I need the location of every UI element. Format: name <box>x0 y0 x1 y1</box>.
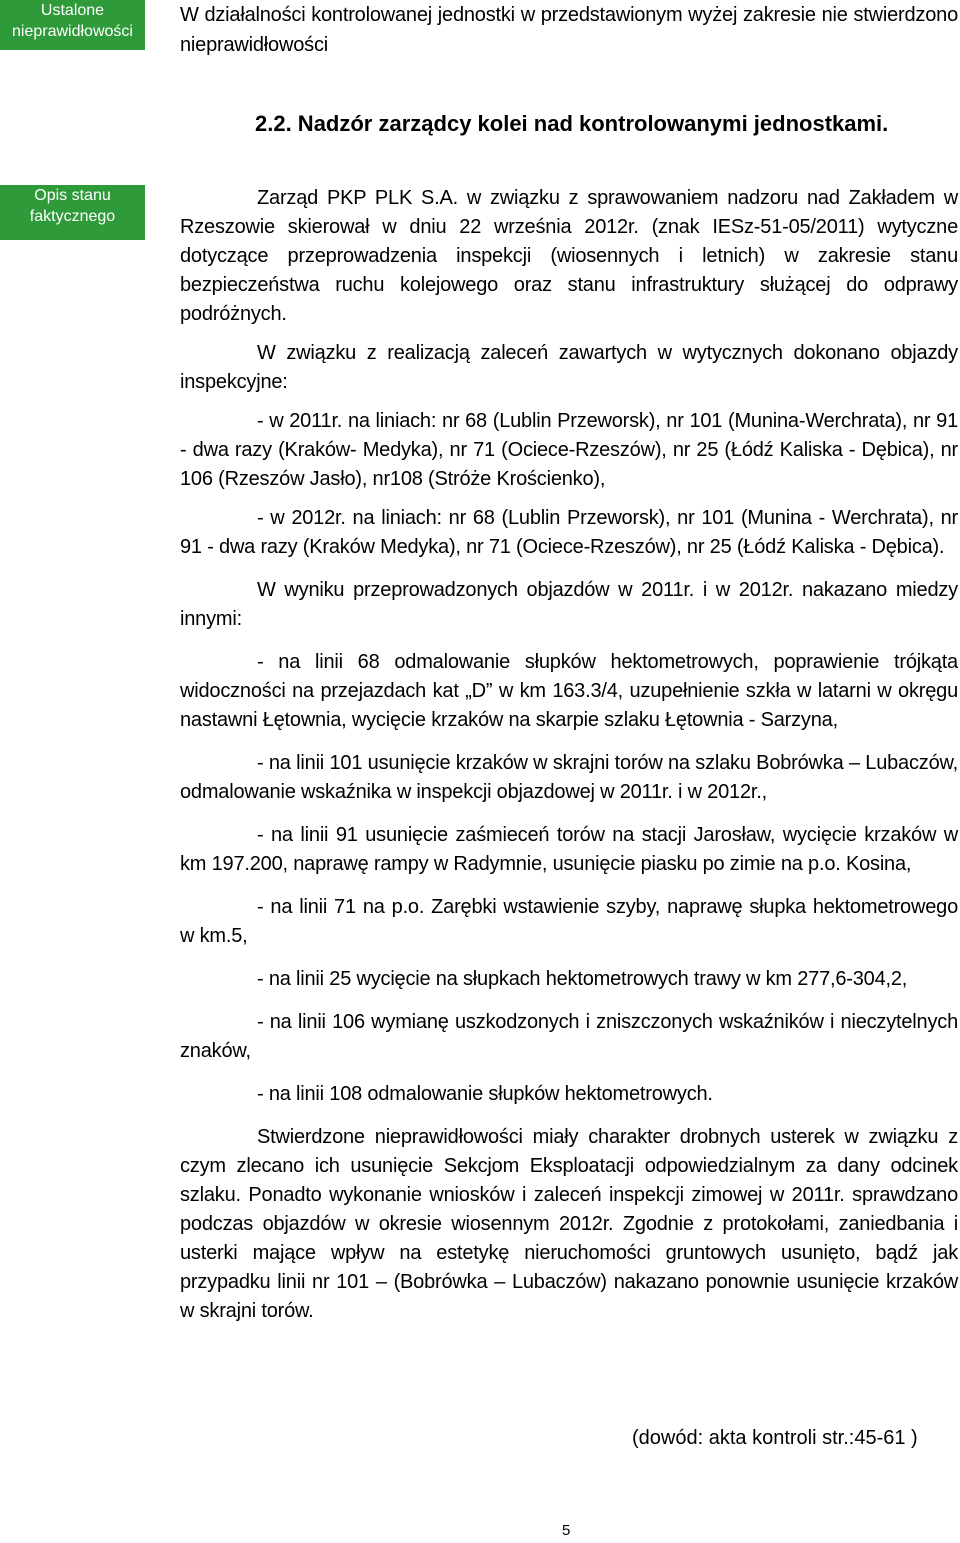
paragraph: W związku z realizacją zaleceń zawartych w wytycznych dokonano objazdy inspekcyjne: <box>180 342 958 393</box>
paragraph: - na linii 68 odmalowanie słupków hektometrowych, poprawienie trójkąta widoczności na przejazdach kat „D” w km 163.3/4, uzupełnienie szkła w latarni w okręgu nastawni Łętownia, wycięcie krzaków na skarpie szlaku Łętownia - Sarzyna, <box>180 651 958 731</box>
evidence-reference: (dowód: akta kontroli str.:45-61 ) <box>632 1427 918 1449</box>
paragraph: - na linii 101 usunięcie krzaków w skrajni torów na szlaku Bobrówka – Lubaczów, odmalowanie wskaźnika w inspekcji objazdowej w 2011r. i w 2012r., <box>180 752 958 803</box>
paragraph: Stwierdzone nieprawidłowości miały charakter drobnych usterek w związku z czym zlecano ich usunięcie Sekcjom Eksploatacji odpowiedzialnym za dany odcinek szlaku. Ponadto wykonanie wniosków i zaleceń inspekcji zimowej w 2011r. sprawdzano podczas objazdów w okresie wiosennym 2012r. Zgodnie z protokołami, zaniedbania i usterki mające wpływ na estetykę nieruchomości gruntowych usunięto, bądź jak przypadku linii nr 101 – (Bobrówka – Lubaczów) nakazano ponownie usunięcie krzaków w skrajni torów. <box>180 1126 958 1322</box>
page-number: 5 <box>562 1522 571 1539</box>
section-heading: 2.2. Nadzór zarządcy kolei nad kontrolowanymi jednostkami. <box>255 111 889 136</box>
body-text <box>180 184 958 1326</box>
side-label-line: Ustalone <box>40 2 105 19</box>
findings-text: W działalności kontrolowanej jednostki w przedstawionym wyżej zakresie nie stwierdzono nieprawidłowości <box>180 4 958 56</box>
paragraph: - na linii 108 odmalowanie słupków hektometrowych. <box>257 1083 713 1105</box>
side-label-line: Opis stanu <box>34 187 111 204</box>
paragraph: Zarząd PKP PLK S.A. w związku z sprawowaniem nadzoru nad Zakładem w Rzeszowie skierował w dniu 22 września 2012r. (znak IESz-51-05/2011) wytyczne dotyczące przeprowadzenia inspekcji (wiosennych i letnich) w zakresie stanu bezpieczeństwa ruchu kolejowego oraz stanu infrastruktury służącej do odprawy podróżnych. <box>180 187 958 325</box>
paragraph: - w 2012r. na liniach: nr 68 (Lublin Przeworsk), nr 101 (Munina - Werchrata), nr 91 - dwa razy (Kraków Medyka), nr 71 (Ociece-Rzeszów), nr 25 (Łódź Kaliska - Dębica). <box>180 507 958 558</box>
side-label-facts <box>0 185 145 240</box>
paragraph: W wyniku przeprowadzonych objazdów w 2011r. i w 2012r. nakazano miedzy innymi: <box>180 579 958 630</box>
side-label-line: nieprawidłowości <box>12 23 133 40</box>
side-label-irregularities <box>0 0 145 50</box>
side-label-line: faktycznego <box>29 208 116 225</box>
paragraph: - na linii 106 wymianę uszkodzonych i zniszczonych wskaźników i nieczytelnych znaków, <box>180 1011 958 1062</box>
paragraph: - w 2011r. na liniach: nr 68 (Lublin Przeworsk), nr 101 (Munina-Werchrata), nr 91 - dwa razy (Kraków- Medyka), nr 71 (Ociece-Rzeszów), nr 25 (Łódź Kaliska - Dębica), nr 106 (Rzeszów Jasło), nr108 (Stróże Krościenko), <box>180 410 958 490</box>
paragraph: - na linii 25 wycięcie na słupkach hektometrowych trawy w km 277,6-304,2, <box>257 968 908 990</box>
paragraph: - na linii 71 na p.o. Zarębki wstawienie szyby, naprawę słupka hektometrowego w km.5, <box>180 896 958 947</box>
paragraph: - na linii 91 usunięcie zaśmieceń torów na stacji Jarosław, wycięcie krzaków w km 197.200, naprawę rampy w Radymnie, usunięcie piasku po zimie na p.o. Kosina, <box>180 824 958 875</box>
